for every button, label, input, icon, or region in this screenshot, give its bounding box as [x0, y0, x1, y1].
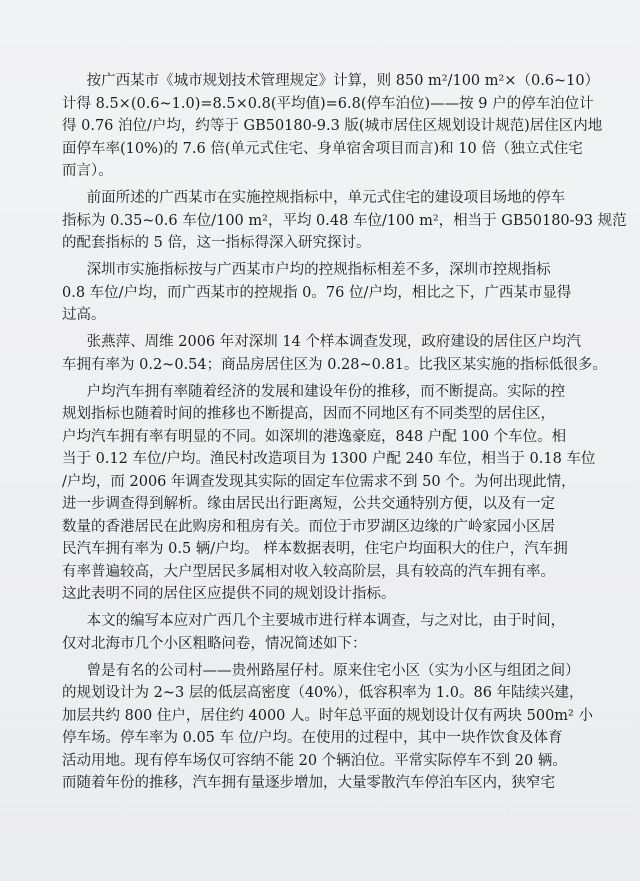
paragraph: [62, 259, 624, 327]
text-line: 指标为 0.35~0.6 车位/100 m²，平均 0.48 车位/100 m²，相当于 GB50180-93 规范: [62, 212, 627, 229]
text-line: 当于 0.12 车位/户均。渔民村改造项目为 1300 户配 240 车位，相当于 0.18 车位: [62, 451, 596, 467]
text-line: 的规划设计为 2~3 层的低层高密度（40%），低容积率为 1.0。86 年陆续兴建，: [62, 685, 584, 701]
text-line: 这此表明不同的居住区应提供不同的规划设计指标。: [62, 586, 396, 602]
paragraph: [62, 660, 624, 795]
text-line: 曾是有名的公司村——贵州路屋仔村。原来住宅小区（实为小区与组团之间）: [86, 662, 580, 679]
text-line: /户均，而 2006 年调查发现其实际的固定车位需求不到 50 个。为何出现此情，: [62, 473, 576, 490]
text-line: 面停车率(10%)的 7.6 倍(单元式住宅、身单宿舍项目而言)和 10 倍（独立式住宅: [62, 140, 583, 157]
text-line: 车拥有率为 0.2~0.54；商品房居住区为 0.28~0.81。比我区某实施的指标低很多。: [62, 356, 607, 373]
text-line: 户均汽车拥有率随着经济的发展和建设年份的推移，而不断提高。实际的控: [86, 383, 566, 400]
paragraph: [62, 187, 627, 255]
paragraph: [62, 610, 624, 655]
text-line: 活动用地。现有停车场仅可容纳不能 20 个辆泊位。平常实际停车不到 20 辆。: [62, 752, 567, 769]
text-line: 0.8 车位/户均，而广西某市的控规指 0。76 位/户均，相比之下，广西某市显得: [62, 284, 572, 301]
text-line: 张燕萍、周维 2006 年对深圳 14 个样本调查发现，政府建设的居住区户均汽: [86, 334, 581, 350]
text-line: 的配套指标的 5 倍，这一指标得深入研究探讨。: [62, 235, 371, 251]
text-line: 民汽车拥有率为 0.5 辆/户均。 样本数据表明，住宅户均面积大的住户，汽车拥: [62, 541, 568, 557]
text-line: 前面所述的广西某市在实施控规指标中，单元式住宅的建设项目场地的停车: [86, 190, 566, 206]
text-line: 本文的编写本应对广西几个主要城市进行样本调查，与之对比，由于时间，: [86, 613, 566, 629]
text-line: 得 0.76 泊位/户均，约等于 GB50180-9.3 版(城市居住区规划设计规范)居住区内地: [62, 118, 603, 134]
paragraph: [62, 331, 624, 376]
text-line: 进一步调查得到解析。缘由居民出行距离短，公共交通特别方便，以及有一定: [62, 496, 555, 512]
text-line: 过高。: [62, 307, 106, 323]
paragraph: [62, 70, 624, 183]
text-line: 深圳市实施指标按与广西某市户均的控规指标相差不多，深圳市控规指标: [86, 262, 551, 278]
text-line: 仅对北海市几个小区粗略问卷，情况简述如下：: [62, 635, 367, 652]
text-line: 按广西某市《城市规划技术管理规定》计算，则 850 m²/100 m²×（0.6~10）: [86, 73, 600, 89]
text-line: 数量的香港居民在此购房和租房有关。而位于市罗湖区边缘的广岭家园小区居: [62, 518, 555, 535]
text-line: 而言）。: [62, 163, 113, 179]
text-line: 计得 8.5×(0.6~1.0)=8.5×0.8(平均值)=6.8(停车泊位)——按 9 户的停车泊位计: [62, 95, 594, 112]
text-line: 停车场。停车率为 0.05 车 位/户均。在使用的过程中，其中一块作饮食及体育: [62, 730, 563, 746]
text-line: 加层共约 800 住户，居住约 4000 人。时年总平面的规划设计仅有两块 500m² 小: [62, 707, 593, 724]
text-line: 而随着年份的推移，汽车拥有量逐步增加，大量零散汽车停泊车区内，狭窄宅: [62, 775, 555, 791]
document-body: [62, 70, 627, 799]
text-line: 有率普遍较高，大户型居民多属相对收入较高阶层，具有较高的汽车拥有率。: [62, 563, 555, 580]
text-line: 户均汽车拥有率有明显的不同。如深圳的港逸豪庭，848 户配 100 个车位。相: [62, 428, 567, 445]
paragraph: [62, 381, 624, 606]
text-line: 规划指标也随着时间的推移也不断提高，因而不同地区有不同类型的居住区，: [62, 406, 555, 422]
